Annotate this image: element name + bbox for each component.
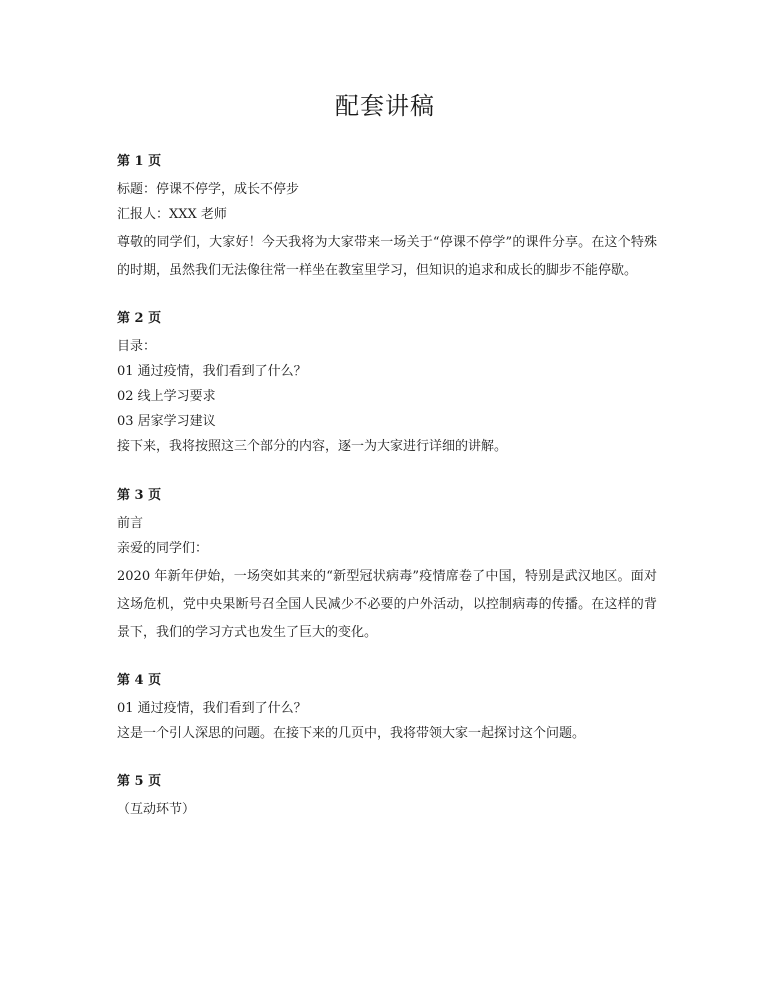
- section-heading: 第 5 页: [117, 774, 162, 789]
- intro-paragraph: 尊敬的同学们，大家好！今天我将为大家带来一场关于“停课不停学”的课件分享。在这个特殊的时期，虽然我们无法像往常一样坐在教室里学习，但知识的追求和成长的脚步不能停歇。: [117, 235, 657, 278]
- question-line: 01 通过疫情，我们看到了什么？: [117, 701, 307, 716]
- section-page-4: [117, 671, 657, 746]
- section-heading: 第 4 页: [117, 673, 162, 688]
- section-page-2: [117, 309, 657, 459]
- toc-item: 01 通过疫情，我们看到了什么？: [117, 364, 307, 379]
- interaction-line: （互动环节）: [117, 802, 196, 817]
- section-heading: 第 3 页: [117, 488, 162, 503]
- document-title: 配套讲稿: [335, 92, 435, 120]
- section-page-1: [117, 152, 657, 285]
- discussion-line: 这是一个引人深思的问题。在接下来的几页中，我将带领大家一起探讨这个问题。: [117, 726, 586, 741]
- toc-item: 02 线上学习要求: [117, 389, 216, 404]
- preface-label: 前言: [117, 516, 144, 531]
- transition-line: 接下来，我将按照这三个部分的内容，逐一为大家进行详细的讲解。: [117, 439, 508, 454]
- section-heading: 第 2 页: [117, 311, 162, 326]
- title-line: 标题：停课不停学，成长不停步: [117, 182, 300, 197]
- document-body: [117, 152, 657, 848]
- toc-label: 目录：: [117, 339, 157, 354]
- section-heading: 第 1 页: [117, 154, 162, 169]
- preface-paragraph: 2020 年新年伊始，一场突如其来的“新型冠状病毒”疫情席卷了中国，特别是武汉地区。面对这场危机，党中央果断号召全国人民减少不必要的户外活动，以控制病毒的传播。在这样的背景下，我们的学习方式也发生了巨大的变化。: [117, 569, 657, 640]
- section-page-5: [117, 772, 657, 822]
- section-page-3: [117, 486, 657, 647]
- presenter-line: 汇报人：XXX 老师: [117, 207, 227, 222]
- greeting-line: 亲爱的同学们：: [117, 541, 209, 556]
- toc-item: 03 居家学习建议: [117, 414, 216, 429]
